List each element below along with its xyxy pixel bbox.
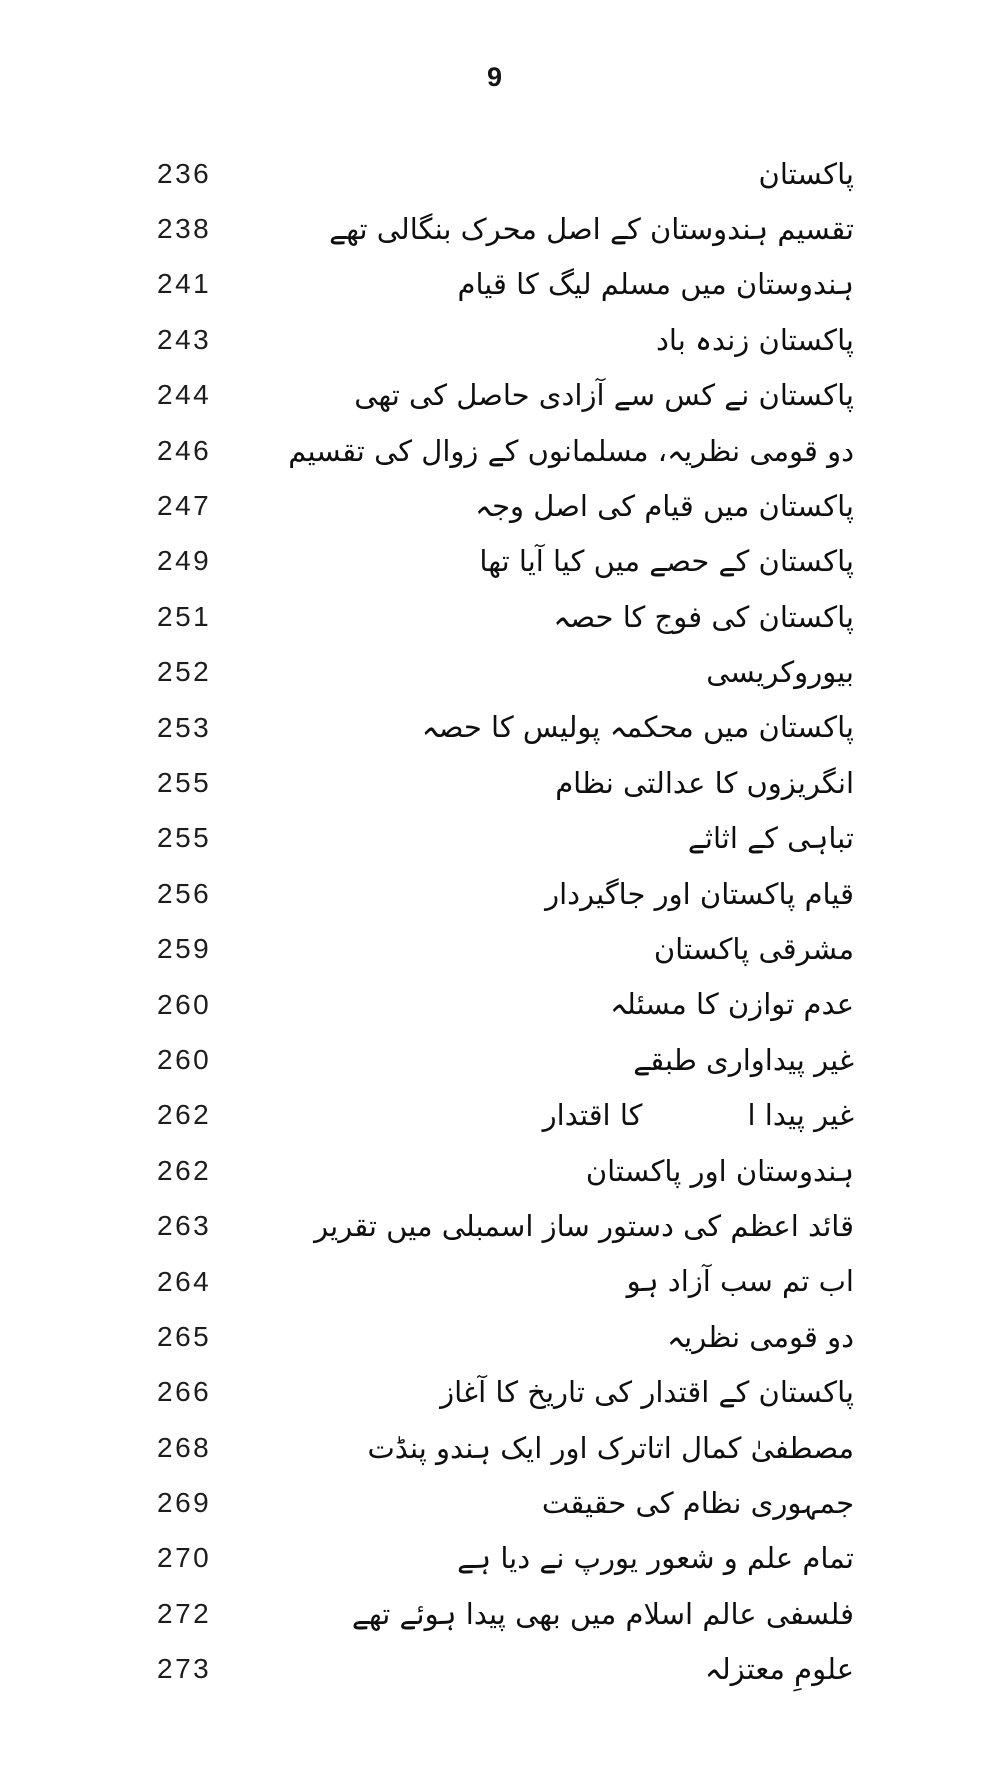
toc-entry-title-part: کا اقتدار	[542, 1098, 643, 1133]
toc-row	[157, 645, 854, 700]
toc-row	[157, 1365, 854, 1420]
toc-row	[157, 1088, 854, 1143]
toc-page-number: 241	[157, 268, 212, 300]
toc-page-number: 266	[157, 1376, 212, 1408]
toc-row	[157, 478, 854, 533]
toc-entry-title: تباہی کے اثاثے	[687, 821, 854, 856]
toc-row	[157, 1586, 854, 1641]
toc-page-number: 262	[157, 1154, 212, 1186]
toc-page-number: 252	[157, 656, 212, 688]
toc-page-number: 238	[157, 213, 212, 245]
toc-row	[157, 589, 854, 644]
toc-entry-title: تمام علم و شعور یورپ نے دیا ہے	[457, 1541, 854, 1576]
toc-entry-title: فلسفی عالم اسلام میں بھی پیدا ہوئے تھے	[351, 1596, 854, 1631]
toc-row	[157, 1309, 854, 1364]
toc-row	[157, 423, 854, 478]
toc-entry-title: ہندوستان اور پاکستان	[585, 1153, 854, 1188]
title-gap-spacer	[642, 1124, 747, 1125]
toc-entry-title: مصطفیٰ کمال اتاترک اور ایک ہندو پنڈت	[367, 1430, 854, 1465]
toc-page-number: 236	[157, 157, 212, 189]
toc-entry-title: انگریزوں کا عدالتی نظام	[555, 765, 854, 800]
toc-row	[157, 146, 854, 201]
toc-entry-title: پاکستان کی فوج کا حصہ	[553, 599, 854, 634]
toc-page-number: 263	[157, 1210, 212, 1242]
toc-page-number: 249	[157, 545, 212, 577]
toc-row	[157, 977, 854, 1032]
page-number-header: 9	[486, 62, 504, 92]
toc-row	[157, 257, 854, 312]
toc-page-number: 255	[157, 766, 212, 798]
toc-row	[157, 368, 854, 423]
toc-entry-title: پاکستان کے حصے میں کیا آیا تھا	[479, 544, 854, 579]
toc-list	[157, 146, 854, 1697]
toc-page-number: 262	[157, 1099, 212, 1131]
toc-page-number: 270	[157, 1542, 212, 1574]
toc-page-number: 244	[157, 379, 212, 411]
toc-page-number: 260	[157, 1043, 212, 1075]
toc-entry-title	[543, 1097, 854, 1133]
toc-page-number: 268	[157, 1431, 212, 1463]
toc-entry-title: پاکستان زندہ باد	[655, 322, 854, 357]
toc-page-number: 255	[157, 822, 212, 854]
toc-entry-title: تقسیم ہندوستان کے اصل محرک بنگالی تھے	[329, 211, 854, 246]
toc-page-number: 265	[157, 1320, 212, 1352]
toc-entry-title: جمہوری نظام کی حقیقت	[541, 1485, 854, 1520]
toc-row	[157, 201, 854, 256]
toc-page-number: 269	[157, 1487, 212, 1519]
toc-row	[157, 755, 854, 810]
toc-entry-title: قائد اعظم کی دستور ساز اسمبلی میں تقریر	[314, 1208, 854, 1243]
toc-row	[157, 921, 854, 976]
toc-row	[157, 1254, 854, 1309]
toc-entry-title: پاکستان میں محکمہ پولیس کا حصہ	[421, 710, 854, 745]
toc-row	[157, 1420, 854, 1475]
toc-entry-title-part: غیر پیدا ا	[747, 1098, 854, 1133]
toc-entry-title: پاکستان میں قیام کی اصل وجہ	[475, 488, 854, 523]
toc-page-number: 273	[157, 1653, 212, 1685]
toc-page-number: 243	[157, 323, 212, 355]
toc-page-number: 256	[157, 877, 212, 909]
toc-page-number: 247	[157, 490, 212, 522]
toc-page-number: 253	[157, 711, 212, 743]
toc-page-number: 251	[157, 600, 212, 632]
toc-row	[157, 1531, 854, 1586]
toc-page-number: 272	[157, 1597, 212, 1629]
toc-entry-title: پاکستان کے اقتدار کی تاریخ کا آغاز	[440, 1375, 854, 1410]
toc-entry-title: قیام پاکستان اور جاگیردار	[545, 876, 854, 911]
toc-page-number: 264	[157, 1265, 212, 1297]
toc-row	[157, 866, 854, 921]
toc-entry-title: عدم توازن کا مسئلہ	[610, 987, 854, 1022]
toc-row	[157, 1198, 854, 1253]
toc-row	[157, 534, 854, 589]
toc-page-number: 260	[157, 988, 212, 1020]
toc-entry-title: اب تم سب آزاد ہو	[626, 1264, 854, 1299]
toc-row	[157, 700, 854, 755]
toc-entry-title: غیر پیداواری طبقے	[633, 1042, 854, 1077]
toc-entry-title: علومِ معتزلہ	[704, 1652, 854, 1687]
toc-entry-title: پاکستان	[758, 156, 854, 191]
toc-row	[157, 1475, 854, 1530]
toc-row	[157, 312, 854, 367]
toc-entry-title: پاکستان نے کس سے آزادی حاصل کی تھی	[354, 378, 854, 413]
toc-row	[157, 1642, 854, 1697]
toc-entry-title: مشرقی پاکستان	[653, 932, 854, 967]
toc-page-number: 246	[157, 434, 212, 466]
toc-row	[157, 1143, 854, 1198]
toc-entry-title: ہندوستان میں مسلم لیگ کا قیام	[457, 267, 854, 302]
toc-row	[157, 811, 854, 866]
toc-page-number: 259	[157, 933, 212, 965]
toc-row	[157, 1032, 854, 1087]
toc-entry-title: بیوروکریسی	[706, 655, 854, 690]
toc-entry-title: دو قومی نظریہ، مسلمانوں کے زوال کی تقسیم	[288, 433, 854, 468]
toc-entry-title: دو قومی نظریہ	[667, 1319, 854, 1354]
